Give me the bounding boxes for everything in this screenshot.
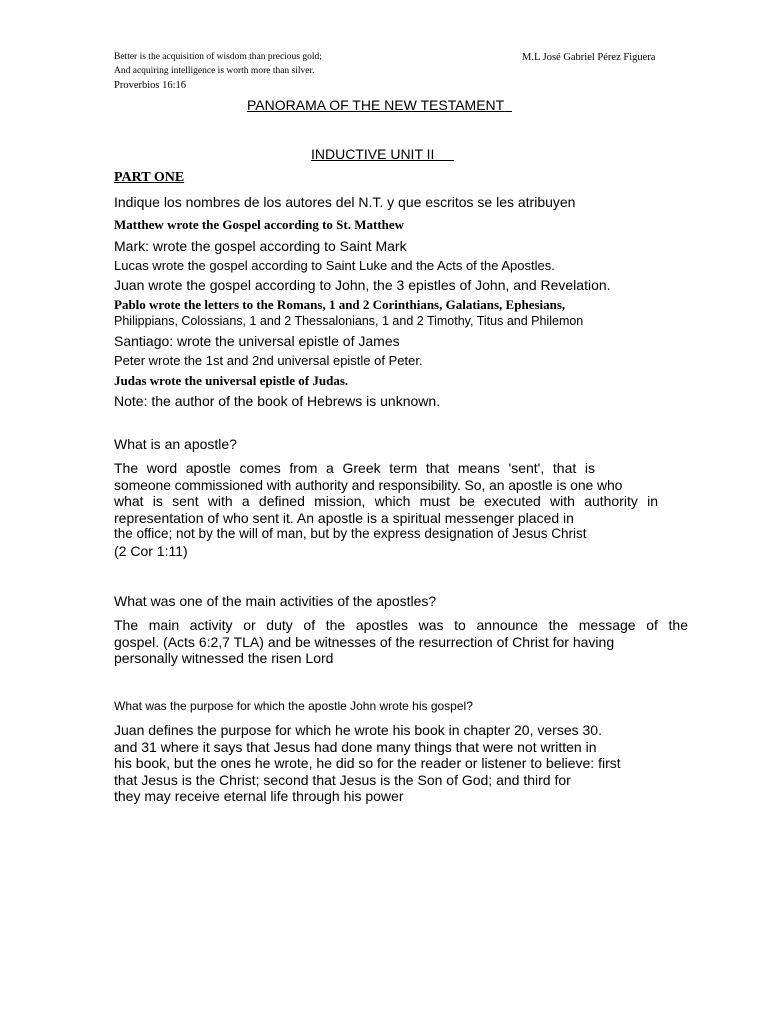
- answer-apostle-line: (2 Cor 1:11): [114, 542, 188, 559]
- author-item-paul: Pablo wrote the letters to the Romans, 1 and 2 Corinthians, Galatians, Ephesians,: [114, 297, 566, 312]
- author-item-luke: Lucas wrote the gospel according to Saint Luke and the Acts of the Apostles.: [114, 258, 555, 273]
- author-item-paul-continued: Philippians, Colossians, 1 and 2 Thessalonians, 1 and 2 Timothy, Titus and Philemon: [114, 314, 584, 328]
- epigraph-reference: Proverbios 16:16: [114, 80, 187, 91]
- answer-activities: [114, 617, 688, 667]
- answer-activities-line: The main activity or duty of the apostles was to announce the message of the: [114, 617, 688, 633]
- answer-apostle-line: someone commissioned with authority and responsibility. So, an apostle is one who: [114, 476, 623, 493]
- instruction-text: Indique los nombres de los autores del N.T. y que escritos se les atribuyen: [114, 194, 576, 210]
- question-john-purpose: What was the purpose for which the apostle John wrote his gospel?: [114, 699, 473, 713]
- author-name: M.L José Gabriel Pérez Figuera: [522, 52, 656, 63]
- answer-apostle-line: the office; not by the will of man, but by the express designation of Jesus Christ: [114, 526, 587, 542]
- author-item-jude: Judas wrote the universal epistle of Judas.: [114, 373, 349, 388]
- document-subtitle: INDUCTIVE UNIT II: [311, 146, 435, 162]
- epigraph-line-2: And acquiring intelligence is worth more than silver.: [114, 66, 315, 76]
- answer-john-purpose-line: and 31 where it says that Jesus had done many things that were not written in: [114, 738, 597, 755]
- answer-john-purpose: [114, 722, 688, 805]
- answer-apostle-line: what is sent with a defined mission, which must be executed with authority in: [114, 493, 658, 510]
- author-item-mark: Mark: wrote the gospel according to Saint Mark: [114, 238, 407, 254]
- author-item-james: Santiago: wrote the universal epistle of James: [114, 333, 400, 349]
- part-heading: PART ONE: [114, 170, 185, 185]
- answer-john-purpose-line: his book, but the ones he wrote, he did so for the reader or listener to believe: first: [114, 755, 621, 772]
- author-note-hebrews: Note: the author of the book of Hebrews is unknown.: [114, 393, 441, 409]
- answer-apostle-line: The word apostle comes from a Greek term that means 'sent', that is: [114, 460, 595, 476]
- author-item-peter: Peter wrote the 1st and 2nd universal epistle of Peter.: [114, 353, 423, 368]
- answer-john-purpose-line: they may receive eternal life through his power: [114, 788, 404, 805]
- epigraph-line-1: Better is the acquisition of wisdom than precious gold;: [114, 52, 322, 62]
- author-item-matthew: Matthew wrote the Gospel according to St. Matthew: [114, 217, 405, 232]
- answer-john-purpose-line: that Jesus is the Christ; second that Jesus is the Son of God; and third for: [114, 771, 571, 788]
- question-activities: What was one of the main activities of the apostles?: [114, 593, 437, 609]
- answer-activities-line: gospel. (Acts 6:2,7 TLA) and be witnesses of the resurrection of Christ for having: [114, 633, 615, 650]
- author-item-john: Juan wrote the gospel according to John, the 3 epistles of John, and Revelation.: [114, 277, 611, 293]
- answer-activities-line: personally witnessed the risen Lord: [114, 650, 334, 667]
- question-apostle: What is an apostle?: [114, 436, 237, 452]
- answer-apostle-line: representation of who sent it. An apostle is a spiritual messenger placed in: [114, 509, 574, 526]
- answer-apostle: [114, 460, 688, 560]
- answer-john-purpose-line: Juan defines the purpose for which he wrote his book in chapter 20, verses 30.: [114, 722, 602, 738]
- document-title: PANORAMA OF THE NEW TESTAMENT: [247, 97, 505, 113]
